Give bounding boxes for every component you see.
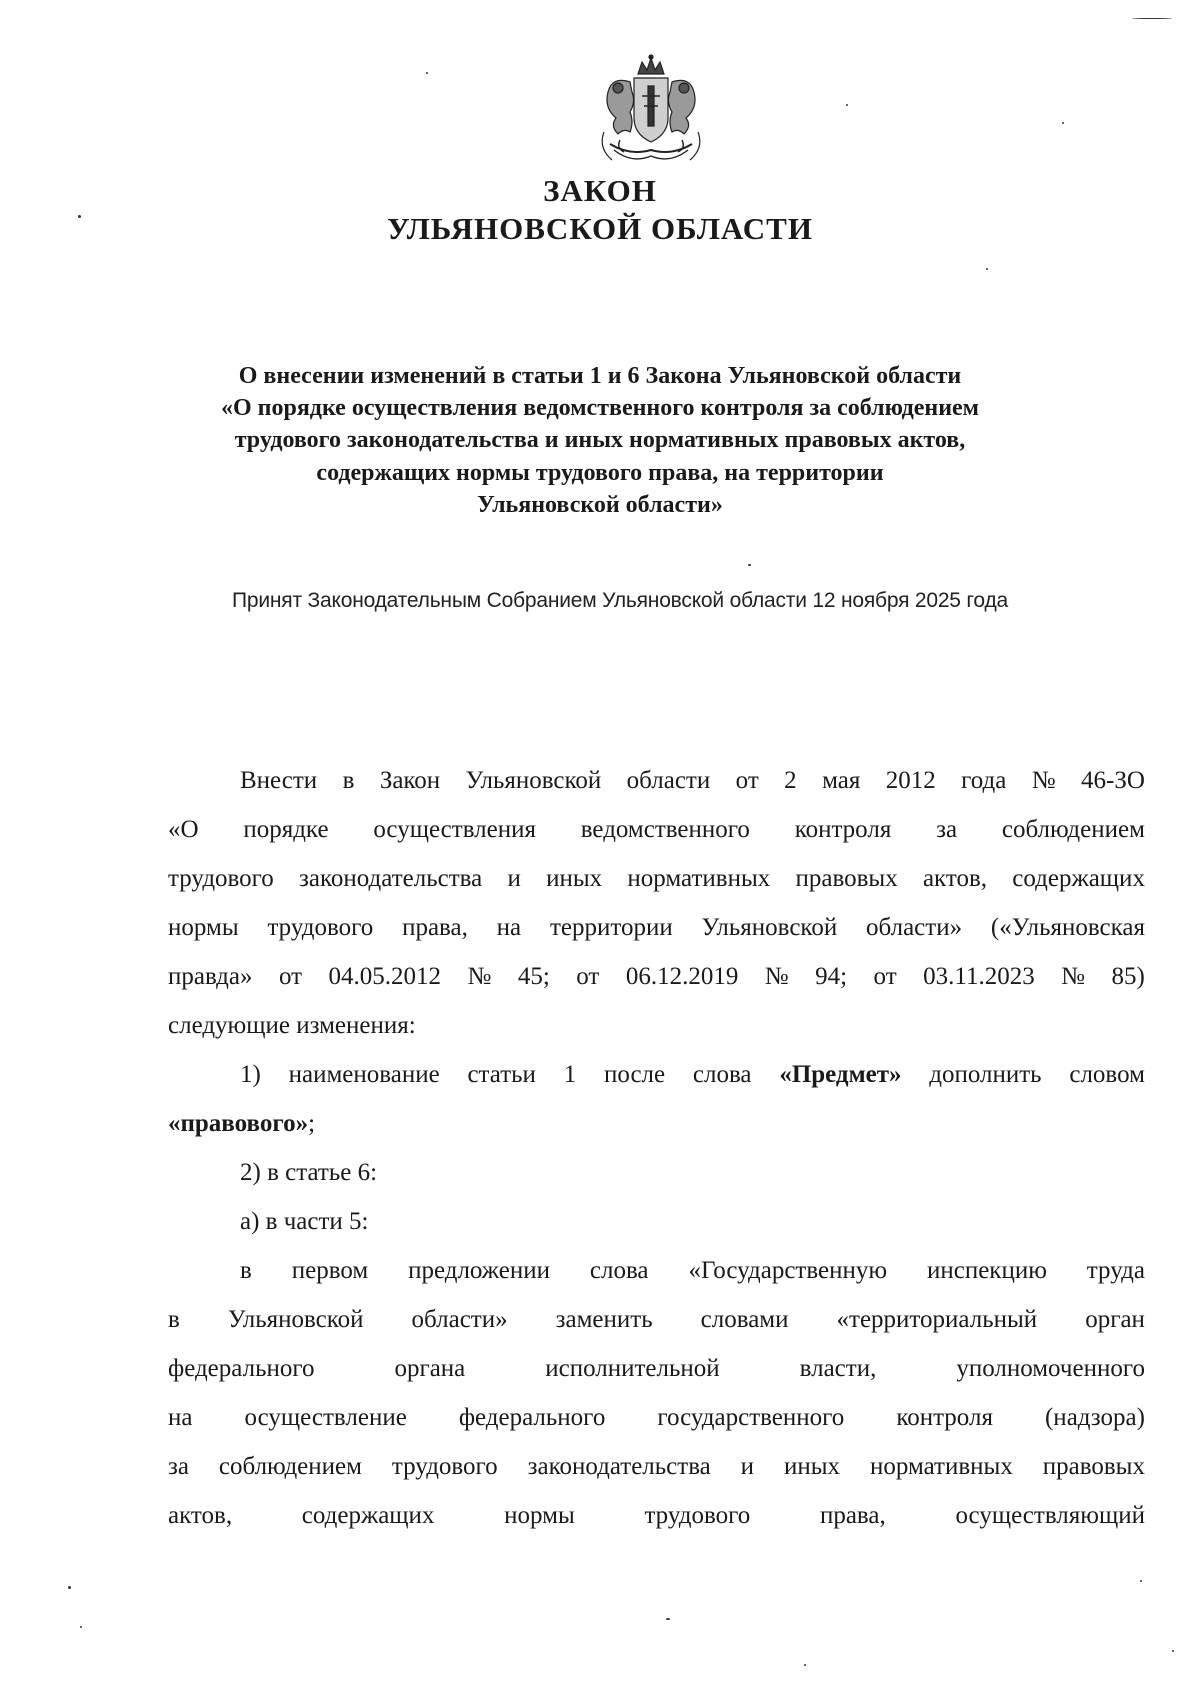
body-word: и bbox=[507, 865, 521, 892]
body-line: следующие изменения: bbox=[168, 1012, 416, 1039]
scan-speck bbox=[68, 1586, 71, 1589]
body-word: актов, bbox=[922, 865, 988, 892]
body-word: нормы bbox=[504, 1502, 575, 1529]
body-word: содержащих bbox=[1012, 865, 1145, 892]
body-word: за bbox=[168, 1453, 189, 1480]
item-1-line bbox=[168, 1099, 1145, 1148]
body-word: Ульяновской bbox=[701, 914, 838, 941]
adoption-note-text: Принят Законодательным Собранием Ульяновской области 12 ноября 2025 года bbox=[232, 589, 1008, 612]
scan-speck bbox=[1132, 18, 1172, 19]
document-name-line: Ульяновской области» bbox=[477, 491, 723, 518]
body-word: на bbox=[496, 914, 522, 941]
body-word: слова bbox=[589, 1257, 649, 1284]
body-word: первом bbox=[291, 1257, 369, 1284]
body-word: 45; bbox=[517, 963, 550, 990]
body-word: федерального bbox=[458, 1404, 606, 1431]
body-word: на bbox=[168, 1404, 193, 1431]
body-word: правовых bbox=[1042, 1453, 1145, 1480]
body-word: иных bbox=[546, 865, 603, 892]
item-1-line bbox=[168, 1050, 1145, 1099]
body-line bbox=[168, 1442, 1145, 1491]
body-word: 1) bbox=[240, 1061, 261, 1088]
scan-speck bbox=[1172, 1650, 1174, 1652]
body-word: области bbox=[626, 767, 711, 794]
scan-speck bbox=[1140, 1580, 1142, 1582]
body-word: в bbox=[240, 1257, 252, 1284]
body-word: орган bbox=[1085, 1306, 1145, 1333]
body-word: инспекцию bbox=[926, 1257, 1047, 1284]
body-word: 2 bbox=[784, 767, 797, 794]
body-word: ведомственного bbox=[580, 816, 750, 843]
body-word: («Ульяновская bbox=[990, 914, 1145, 941]
document-name bbox=[0, 360, 1200, 521]
body-word: трудового bbox=[168, 865, 274, 892]
body-word: предложении bbox=[408, 1257, 550, 1284]
body-word: года bbox=[961, 767, 1007, 794]
body-word: осуществление bbox=[244, 1404, 407, 1431]
item-2-line: 2) в статье 6: bbox=[240, 1159, 378, 1186]
body-word: (надзора) bbox=[1044, 1404, 1145, 1431]
body-word: 85) bbox=[1111, 963, 1145, 990]
body-word: № bbox=[764, 963, 789, 990]
scan-speck bbox=[78, 215, 81, 218]
body-word: от bbox=[873, 963, 897, 990]
body-word: актов, bbox=[168, 1502, 233, 1529]
scan-speck bbox=[80, 1626, 82, 1628]
body-word: мая bbox=[822, 767, 861, 794]
law-title-line-2: УЛЬЯНОВСКОЙ ОБЛАСТИ bbox=[387, 211, 813, 246]
body-word: в bbox=[168, 1306, 180, 1333]
body-word: за bbox=[936, 816, 958, 843]
body-word: № bbox=[1061, 963, 1086, 990]
body-word: содержащих bbox=[301, 1502, 435, 1529]
body-word: уполномоченного bbox=[956, 1355, 1145, 1382]
body-word: права, bbox=[819, 1502, 886, 1529]
body-word: 2012 bbox=[885, 767, 936, 794]
body-word: правда» bbox=[168, 963, 253, 990]
body-word: трудового bbox=[391, 1453, 498, 1480]
body-word: 06.12.2019 bbox=[625, 963, 739, 990]
body-word: нормативных bbox=[869, 1453, 1013, 1480]
body-line bbox=[168, 952, 1145, 1001]
body-word: права, bbox=[402, 914, 468, 941]
body-word: словами bbox=[700, 1306, 789, 1333]
body-word: осуществления bbox=[373, 816, 536, 843]
body-line bbox=[168, 756, 1145, 805]
punctuation: ; bbox=[308, 1110, 316, 1137]
body-word: области» bbox=[411, 1306, 508, 1333]
body-word: заменить bbox=[555, 1306, 653, 1333]
body-word: № bbox=[1031, 767, 1056, 794]
body-word: труда bbox=[1086, 1257, 1145, 1284]
body-word: области» bbox=[866, 914, 963, 941]
body-word: словом bbox=[1069, 1061, 1145, 1088]
body-text bbox=[168, 756, 1145, 1540]
body-word: государственного bbox=[657, 1404, 845, 1431]
body-word: дополнить bbox=[929, 1061, 1042, 1088]
body-line bbox=[168, 1393, 1145, 1442]
scan-speck bbox=[986, 268, 988, 270]
body-line bbox=[168, 854, 1145, 903]
body-word: нормативных bbox=[627, 865, 771, 892]
body-word: 46-ЗО bbox=[1081, 767, 1145, 794]
body-line bbox=[168, 1491, 1145, 1540]
adoption-note bbox=[0, 587, 1200, 615]
bold-term: «правового» bbox=[168, 1110, 309, 1137]
body-word: соблюдением bbox=[1001, 816, 1145, 843]
body-word: «О bbox=[168, 816, 199, 843]
body-word: слова bbox=[692, 1061, 752, 1088]
document-name-line: О внесении изменений в статьи 1 и 6 Закона Ульяновской области bbox=[238, 363, 962, 389]
body-word: «территориальный bbox=[836, 1306, 1038, 1333]
document-name-line: содержащих нормы трудового права, на территории bbox=[316, 459, 884, 486]
item-2a-line: а) в части 5: bbox=[240, 1208, 369, 1235]
body-word: Закон bbox=[379, 767, 441, 794]
body-word: правовых bbox=[795, 865, 898, 892]
body-word: 03.11.2023 bbox=[923, 963, 1035, 990]
body-word: и bbox=[740, 1453, 755, 1480]
body-word: осуществляющий bbox=[955, 1502, 1145, 1529]
body-word: Внести bbox=[240, 767, 318, 794]
document-name-line: трудового законодательства и иных нормативных правовых актов, bbox=[234, 427, 966, 454]
body-word: 1 bbox=[563, 1061, 577, 1088]
body-word: власти, bbox=[799, 1355, 877, 1382]
body-line bbox=[168, 1246, 1145, 1295]
body-word: после bbox=[603, 1061, 666, 1088]
body-word: 94; bbox=[815, 963, 848, 990]
scan-speck bbox=[804, 1664, 806, 1666]
body-word: контроля bbox=[794, 816, 892, 843]
document-name-line: «О порядке осуществления ведомственного контроля за соблюдением bbox=[220, 395, 980, 422]
body-word: иных bbox=[783, 1453, 841, 1480]
scan-speck bbox=[748, 564, 751, 566]
body-line bbox=[168, 903, 1145, 952]
body-word: законодательства bbox=[527, 1453, 711, 1480]
body-word: соблюдением bbox=[218, 1453, 362, 1480]
body-word: наименование bbox=[288, 1061, 440, 1088]
body-word: «Государственную bbox=[688, 1257, 888, 1284]
body-line bbox=[168, 1344, 1145, 1393]
body-word: федерального bbox=[168, 1355, 315, 1382]
bold-term: «Предмет» bbox=[779, 1061, 902, 1088]
body-word: нормы bbox=[168, 914, 239, 941]
law-title-line-1: ЗАКОН bbox=[543, 173, 657, 208]
body-word: от bbox=[576, 963, 600, 990]
body-word: законодательства bbox=[299, 865, 483, 892]
body-word: органа bbox=[394, 1355, 466, 1382]
body-word: 04.05.2012 bbox=[328, 963, 442, 990]
coat-of-arms-emblem bbox=[590, 52, 712, 170]
scan-speck bbox=[426, 72, 428, 74]
scan-speck bbox=[666, 1618, 670, 1620]
body-word: трудового bbox=[267, 914, 374, 941]
body-word: порядке bbox=[243, 816, 329, 843]
body-word: трудового bbox=[644, 1502, 751, 1529]
scan-speck bbox=[846, 104, 848, 106]
body-word: от bbox=[735, 767, 759, 794]
body-line bbox=[168, 1295, 1145, 1344]
body-word: Ульяновской bbox=[465, 767, 602, 794]
body-word: контроля bbox=[896, 1404, 993, 1431]
body-word: территории bbox=[549, 914, 673, 941]
body-word: № bbox=[467, 963, 492, 990]
body-line bbox=[168, 805, 1145, 854]
body-word: в bbox=[342, 767, 355, 794]
body-word: исполнительной bbox=[545, 1355, 720, 1382]
scan-speck bbox=[1062, 122, 1064, 124]
body-word: статьи bbox=[467, 1061, 536, 1088]
body-word: Ульяновской bbox=[227, 1306, 364, 1333]
body-word: от bbox=[278, 963, 303, 990]
